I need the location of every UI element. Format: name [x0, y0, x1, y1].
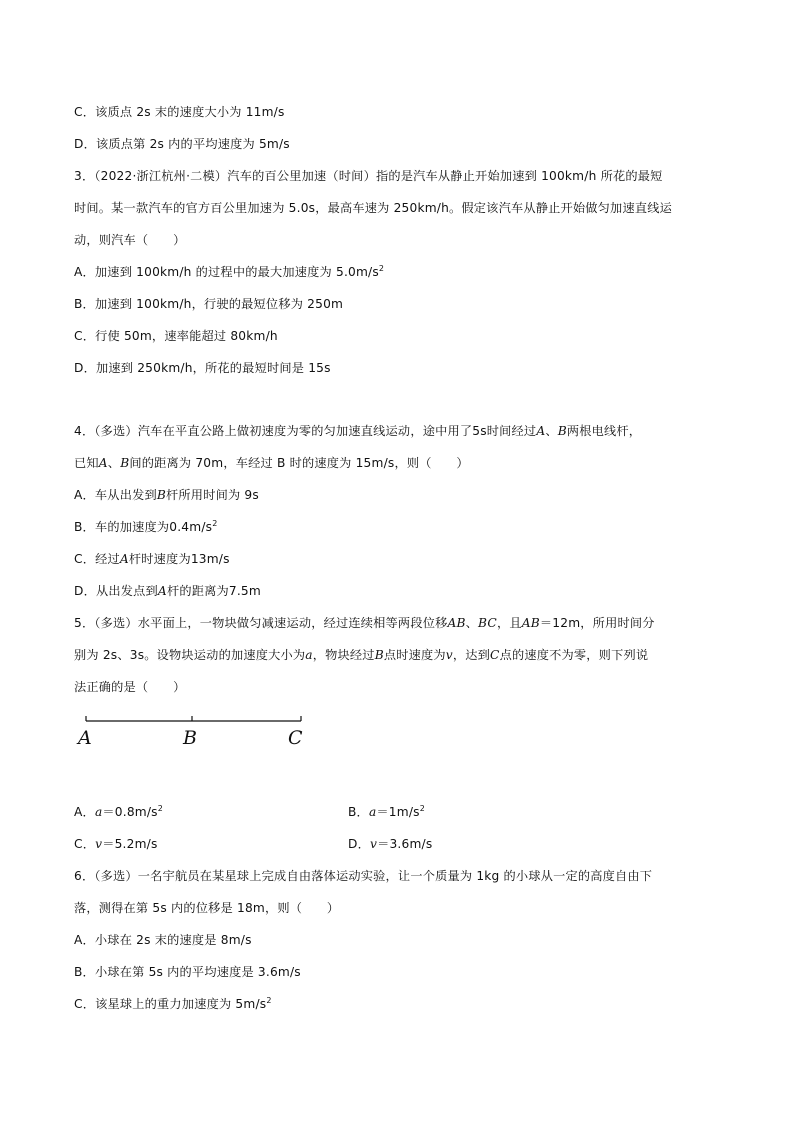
diagram-label-a: A [78, 727, 92, 749]
q6-stem-line2: 落，测得在第 5s 内的位移是 18m，则（ ） [74, 901, 340, 915]
q5-point-b: B [374, 648, 384, 662]
q5-option-value: ＝0.8m/s [102, 805, 158, 819]
q5-option-value: ＝1m/s [376, 805, 420, 819]
q4-point-b: B [156, 488, 167, 502]
q5-symbol-a: a [368, 805, 377, 819]
diagram-label-c: C [288, 727, 303, 749]
q5-symbol-a: a [305, 648, 313, 662]
q4-option-text: C．经过 [74, 552, 120, 566]
q4-separator: 、 [107, 456, 121, 470]
q4-stem-line1 [74, 422, 641, 439]
q5-stem-line3: 法正确的是（ ） [74, 680, 186, 694]
q5-point-c: C [490, 648, 500, 662]
q5-segment-bc: BC [478, 616, 497, 630]
q3-option-a-superscript: 2 [378, 263, 385, 273]
q5-stem-text: 别为 2s、3s。设物块运动的加速度大小为 [74, 648, 306, 662]
q6-stem-line1: 6．（多选）一名宇航员在某星球上完成自由落体运动实验，让一个质量为 1kg 的小球从一定的高度自由下 [74, 869, 653, 883]
q5-stem-text: 点时速度为 [383, 648, 446, 662]
q4-option-a [74, 486, 259, 503]
q3-option-c: C．行使 50m，速率能超过 80km/h [74, 329, 278, 343]
q3-option-a-text: A．加速到 100km/h 的过程中的最大加速度为 5.0m/s [74, 265, 379, 279]
q4-option-text: 杆所用时间为 9s [166, 488, 259, 502]
q4-point-a: A [536, 424, 546, 438]
q5-option-prefix: B． [348, 805, 369, 819]
q5-option-b [348, 803, 425, 820]
q4-option-b-superscript: 2 [212, 518, 218, 528]
q4-option-c [74, 550, 230, 567]
q5-segment-diagram [76, 712, 316, 752]
q4-point-b: B [120, 456, 130, 470]
q3-stem-line1: 3．（2022·浙江杭州·二模）汽车的百公里加速（时间）指的是汽车从静止开始加速到 100km/h 所花的最短 [74, 169, 663, 183]
q5-option-superscript: 2 [157, 803, 164, 813]
q4-point-a: A [157, 584, 167, 598]
q5-option-prefix: A． [74, 805, 95, 819]
q5-stem-line1 [74, 614, 655, 631]
q5-symbol-a: a [94, 805, 103, 819]
q5-option-value: ＝5.2m/s [102, 837, 158, 851]
q5-stem-line2 [74, 646, 648, 663]
q5-option-prefix: D． [348, 837, 370, 851]
q4-option-b [74, 518, 217, 535]
q4-stem-line2 [74, 454, 469, 471]
q4-option-text: A．车从出发到 [74, 488, 157, 502]
q5-stem-text: 5．（多选）水平面上，一物块做匀减速运动，经过连续相等两段位移 [74, 616, 448, 630]
q2-option-d: D．该质点第 2s 内的平均速度为 5m/s [74, 137, 290, 151]
q5-symbol-v: v [95, 837, 103, 851]
q6-option-b: B．小球在第 5s 内的平均速度是 3.6m/s [74, 965, 301, 979]
q5-separator: 、 [465, 616, 479, 630]
q5-option-d [348, 835, 432, 852]
q5-option-prefix: C． [74, 837, 96, 851]
q5-segment-ab: AB [447, 616, 466, 630]
q6-option-c-superscript: 2 [266, 995, 272, 1005]
q5-option-c [74, 835, 158, 852]
q3-stem-line2: 时间。某一款汽车的官方百公里加速为 5.0s，最高车速为 250km/h。假定该汽车从静止开始做匀加速直线运 [74, 201, 672, 215]
q2-option-c: C．该质点 2s 末的速度大小为 11m/s [74, 105, 285, 119]
q4-stem-text: 间的距离为 70m，车经过 B 时的速度为 15m/s，则（ ） [129, 456, 469, 470]
q4-separator: 、 [545, 424, 558, 438]
q3-stem-line3: 动，则汽车（ ） [74, 233, 186, 247]
q4-option-text: B．车的加速度为0.4m/s [74, 520, 213, 534]
q5-option-a [74, 803, 163, 820]
q6-option-a: A．小球在 2s 末的速度是 8m/s [74, 933, 252, 947]
q5-symbol-v: v [369, 837, 378, 851]
q4-option-text: D．从出发点到 [74, 584, 158, 598]
q4-stem-text: 4．（多选）汽车在平直公路上做初速度为零的匀加速直线运动，途中用了5s时间经过 [74, 424, 537, 438]
q5-stem-text: 点的速度不为零，则下列说 [499, 648, 649, 662]
q5-symbol-v: v [445, 648, 453, 662]
q3-option-a [74, 263, 384, 280]
q5-option-superscript: 2 [419, 803, 425, 813]
q4-point-a: A [119, 552, 129, 566]
q4-point-a: A [98, 456, 108, 470]
diagram-label-b: B [183, 727, 197, 749]
q3-option-d: D．加速到 250km/h，所花的最短时间是 15s [74, 361, 331, 375]
q4-point-b: B [557, 424, 567, 438]
q6-option-c [74, 995, 272, 1012]
q4-stem-text: 两根电线杆， [566, 424, 642, 438]
q4-option-text: 杆时速度为13m/s [128, 552, 230, 566]
q5-option-value: ＝3.6m/s [377, 837, 433, 851]
q4-stem-text: 已知 [74, 456, 99, 470]
q5-stem-text: ，且 [496, 616, 522, 630]
q5-segment-ab: AB [521, 616, 540, 630]
q3-option-b: B．加速到 100km/h，行驶的最短位移为 250m [74, 297, 344, 311]
q6-option-c-text: C．该星球上的重力加速度为 5m/s [74, 997, 267, 1011]
q5-stem-text: ，达到 [452, 648, 491, 662]
q5-stem-text: ＝12m，所用时间分 [539, 616, 655, 630]
q4-option-text: 杆的距离为7.5m [166, 584, 261, 598]
q4-option-d [74, 582, 261, 599]
q5-stem-text: ，物块经过 [312, 648, 375, 662]
